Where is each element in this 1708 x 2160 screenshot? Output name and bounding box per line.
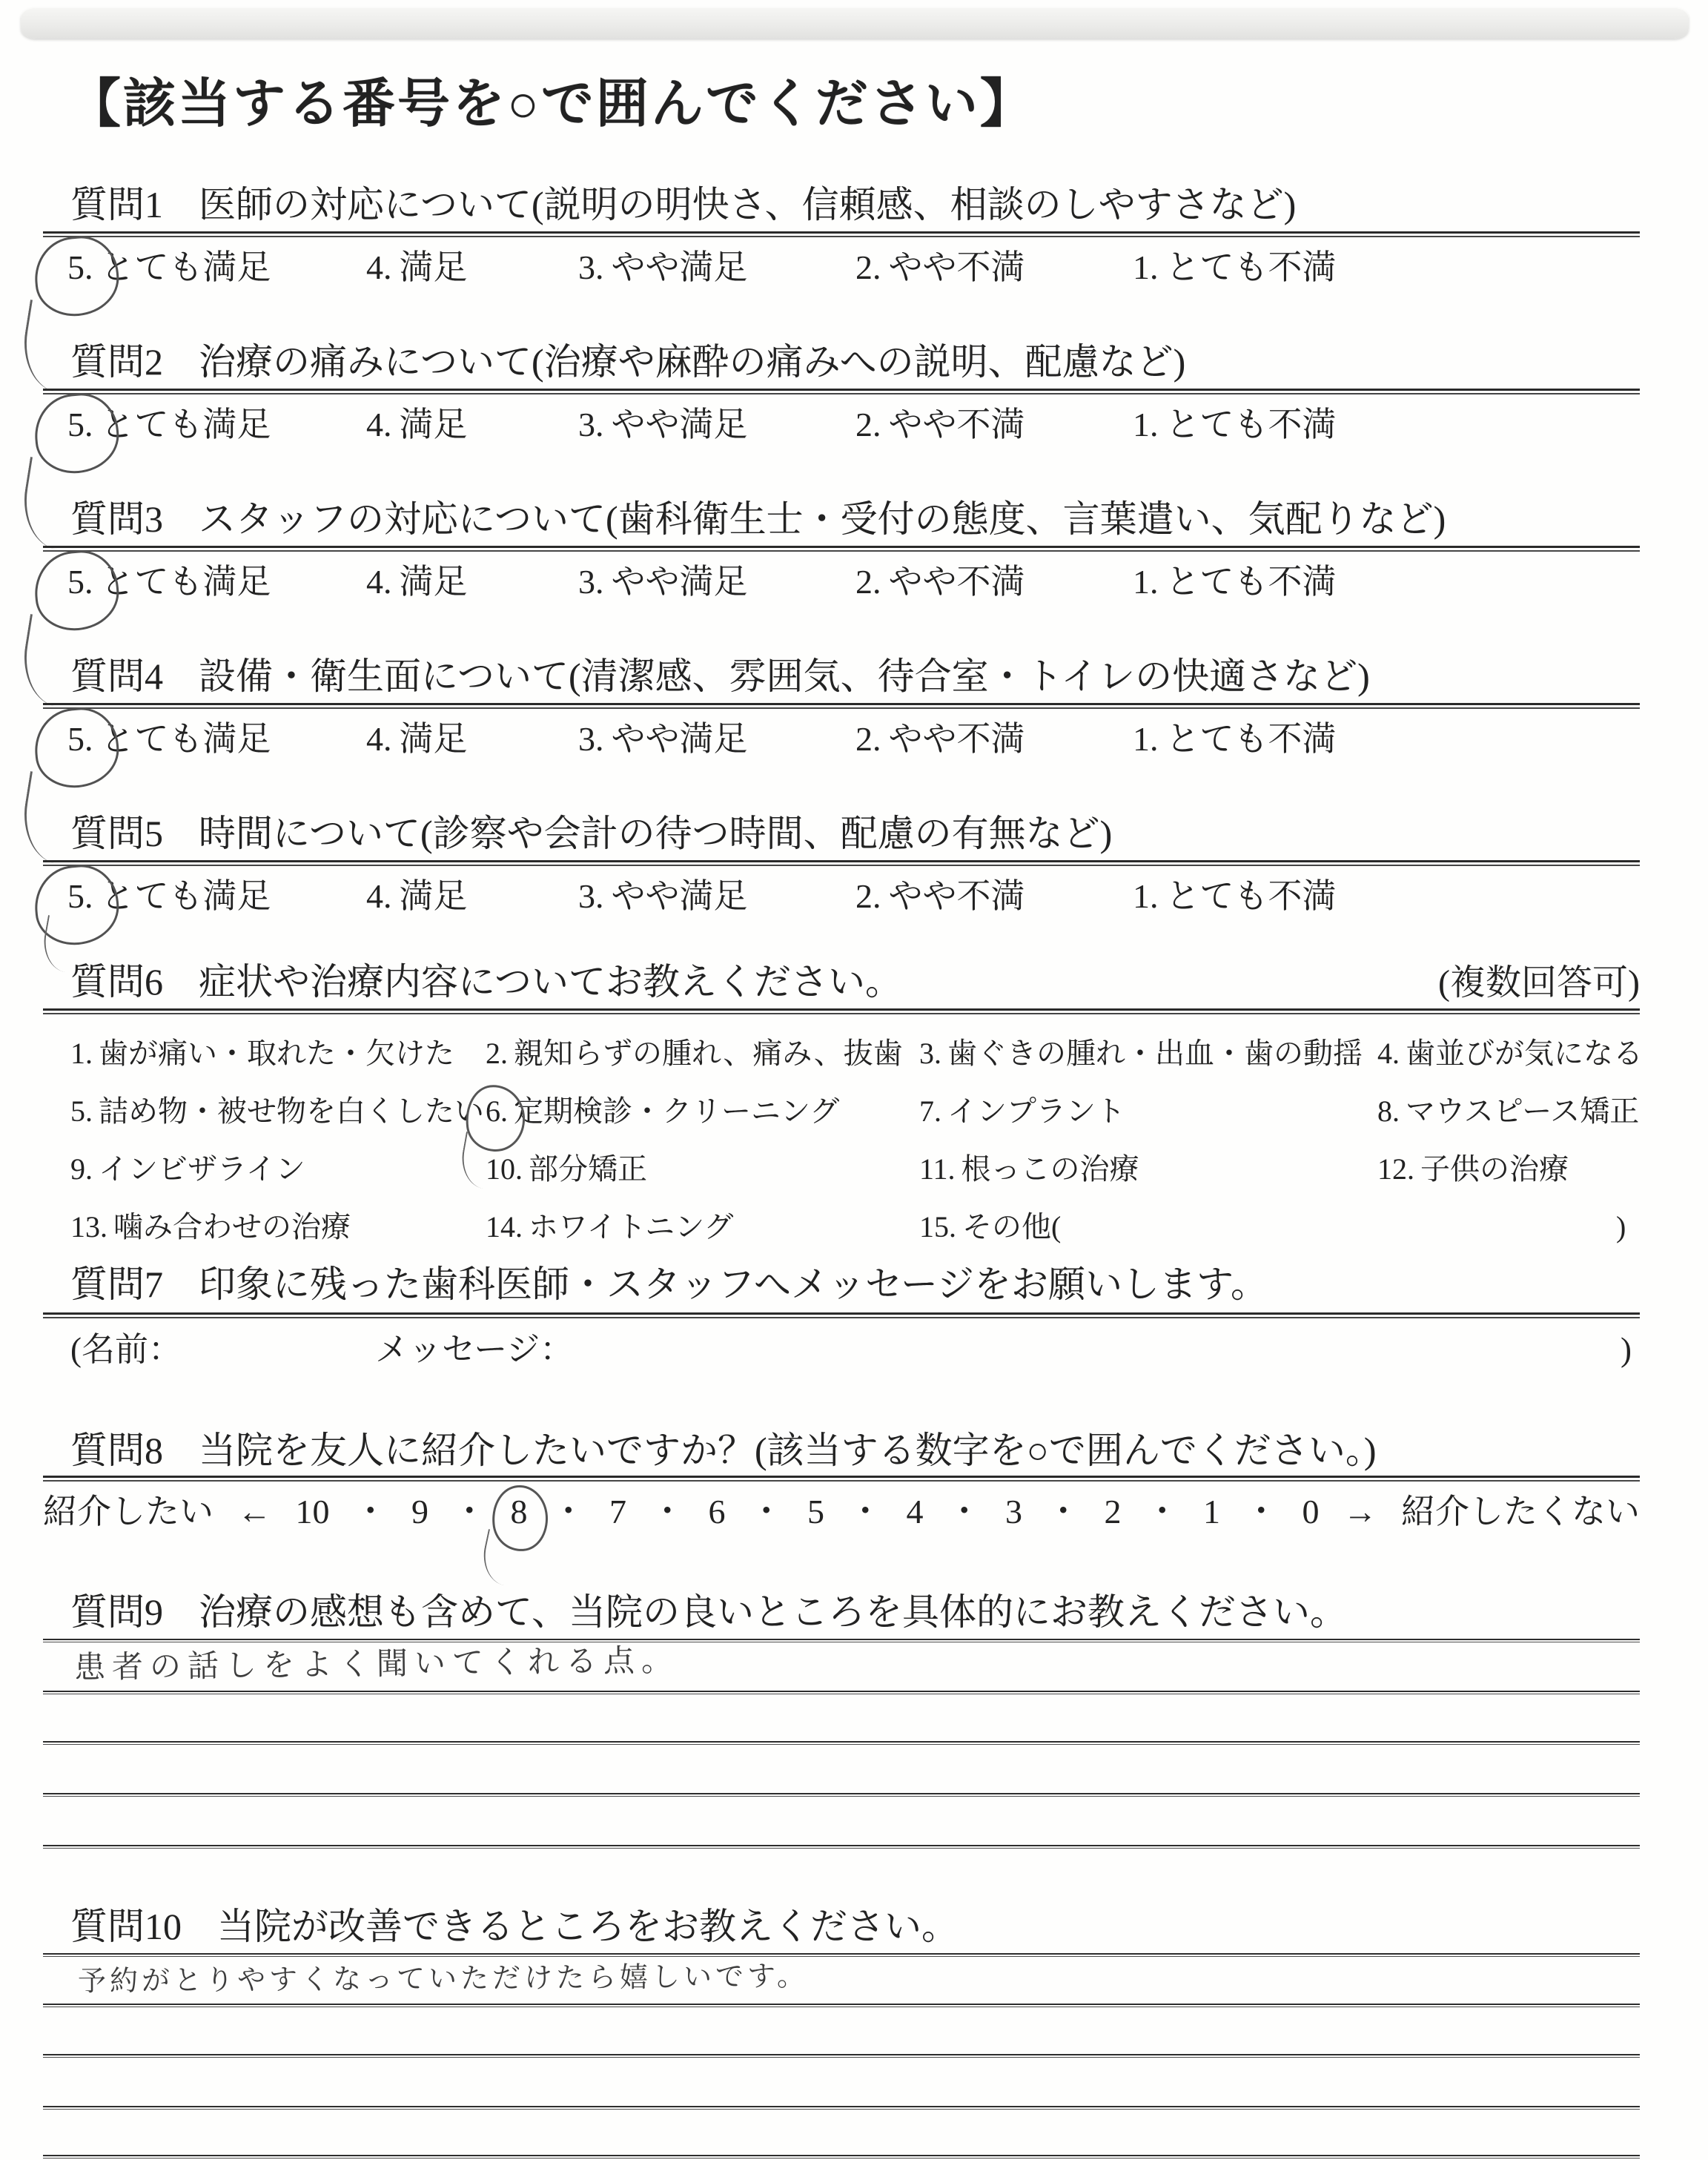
question-4-text: 設備・衛生面について(清潔感、雰囲気、待合室・トイレの快適さなど): [199, 655, 1370, 697]
q10-answer-line-1: [43, 1953, 1640, 1957]
q9-answer-line-3: [43, 1741, 1640, 1745]
option-5: 5. とても満足: [67, 406, 271, 443]
option-4: 4. 満足: [366, 877, 468, 915]
question-7-answer-row: [70, 1332, 1642, 1369]
option-1: 1. とても不満: [1133, 563, 1337, 601]
question-10-heading: [70, 1906, 959, 1949]
left-arrow-icon: ←: [237, 1493, 272, 1530]
handwritten-circle-q8-answer-8: 8: [510, 1493, 528, 1530]
question-2-text: 治療の痛みについて(治療や麻酔の痛みへの説明、配慮など): [199, 341, 1186, 383]
q9-answer-line-1: [43, 1639, 1640, 1642]
option-5: 5. とても満足: [67, 248, 271, 286]
option-2: 2. やや不満: [855, 248, 1025, 286]
dot-separator: ・: [1046, 1493, 1081, 1530]
dot-separator: ・: [749, 1493, 784, 1530]
question-3-rule: [43, 546, 1640, 552]
question-5-text: 時間について(診察や会計の待つ時間、配慮の有無など): [199, 813, 1113, 854]
handwritten-circle-q5-answer-5: 5.: [67, 877, 93, 915]
scale-10: 10: [295, 1493, 330, 1530]
symptom-item-11: 11. 根っこの治療: [919, 1152, 1139, 1186]
symptom-item-4: 4. 歯並びが気になる: [1377, 1037, 1643, 1070]
dot-separator: ・: [650, 1493, 685, 1530]
question-3-options: [0, 564, 1708, 608]
question-6-heading: [70, 961, 902, 1004]
question-6-text: 症状や治療内容についてお教えください。: [199, 961, 902, 1003]
option-4: 4. 満足: [366, 248, 468, 286]
dot-separator: ・: [947, 1493, 982, 1530]
scale-3: 3: [1005, 1493, 1022, 1530]
question-7-heading: [70, 1264, 1268, 1307]
question-9-text: 治療の感想も含めて、当院の良いところを具体的にお教えください。: [199, 1591, 1347, 1633]
question-5-rule: [43, 860, 1640, 866]
option-3: 3. やや満足: [578, 406, 748, 443]
option-1: 1. とても不満: [1133, 406, 1337, 443]
question-1-rule: [43, 231, 1640, 237]
question-7-number: 質問7: [70, 1264, 163, 1305]
question-1-number: 質問1: [70, 184, 163, 225]
scale-5: 5: [807, 1493, 824, 1530]
q10-answer-line-4: [43, 2106, 1640, 2110]
dot-separator: ・: [353, 1493, 388, 1530]
question-2-number: 質問2: [70, 341, 163, 383]
question-7-rule: [43, 1312, 1640, 1318]
name-field-label: (名前：: [70, 1331, 182, 1368]
question-4-number: 質問4: [70, 655, 163, 697]
symptom-item-3: 3. 歯ぐきの腫れ・出血・歯の動揺: [919, 1037, 1363, 1070]
scale-left-label: 紹介したい: [43, 1493, 214, 1530]
question-2-options: [0, 406, 1708, 451]
dot-separator: ・: [848, 1493, 883, 1530]
handwritten-circle-q1-answer-5: 5.: [67, 248, 93, 286]
dot-separator: ・: [452, 1493, 487, 1530]
question-6-rule: [43, 1008, 1640, 1014]
q10-answer-line-5: [43, 2155, 1640, 2159]
scale-6: 6: [708, 1493, 726, 1530]
scale-4: 4: [906, 1493, 924, 1530]
option-1: 1. とても不満: [1133, 720, 1337, 758]
symptom-item-1: 1. 歯が痛い・取れた・欠けた: [70, 1037, 454, 1070]
option-5: 5. とても満足: [67, 877, 271, 915]
option-4: 4. 満足: [366, 406, 468, 443]
scale-1: 1: [1203, 1493, 1220, 1530]
question-6-items-row-4: [0, 1210, 1708, 1252]
symptom-item-10: 10. 部分矯正: [486, 1152, 647, 1186]
question-2-heading: [70, 341, 1185, 384]
symptom-item-13: 13. 噛み合わせの治療: [70, 1210, 351, 1244]
option-4: 4. 満足: [366, 563, 468, 601]
question-1-text: 医師の対応について(説明の明快さ、信頼感、相談のしやすさなど): [199, 184, 1297, 225]
scale-9: 9: [411, 1493, 428, 1530]
symptom-item-2: 2. 親知らずの腫れ、痛み、抜歯: [486, 1037, 903, 1070]
dot-separator: ・: [551, 1493, 586, 1530]
question-10-text: 当院が改善できるところをお教えください。: [217, 1906, 959, 1947]
symptom-item-15-other: 15. その他(: [919, 1210, 1062, 1244]
question-3-text: スタッフの対応について(歯科衛生士・受付の態度、言葉遣い、気配りなど): [199, 498, 1446, 540]
option-2: 2. やや不満: [855, 563, 1025, 601]
question-6-multi-answer-note: (複数回答可): [1438, 963, 1640, 1003]
scale-0: 0: [1302, 1493, 1320, 1530]
q10-answer-line-2: [43, 2004, 1640, 2007]
handwritten-circle-q4-answer-5: 5.: [67, 720, 93, 758]
scale-7: 7: [609, 1493, 626, 1530]
question-6-items-row-1: [0, 1037, 1708, 1078]
other-close-paren: ): [1616, 1210, 1626, 1244]
option-2: 2. やや不満: [855, 406, 1025, 443]
option-1: 1. とても不満: [1133, 248, 1337, 286]
option-2: 2. やや不満: [855, 720, 1025, 758]
question-1-options: [0, 249, 1708, 294]
scale-right-label: 紹介したくない: [1401, 1493, 1640, 1530]
q9-answer-line-5: [43, 1845, 1640, 1849]
handwritten-circle-q6-answer-6: 6.: [486, 1094, 508, 1128]
question-3-heading: [70, 498, 1446, 541]
q9-answer-line-2: [43, 1691, 1640, 1694]
option-3: 3. やや満足: [578, 563, 748, 601]
question-4-rule: [43, 703, 1640, 709]
question-6-items-row-2: [0, 1094, 1708, 1136]
question-8-text: 当院を友人に紹介したいですか？(該当する数字を○で囲んでください。): [199, 1430, 1377, 1471]
option-4: 4. 満足: [366, 720, 468, 758]
question-4-options: [0, 721, 1708, 765]
question-3-number: 質問3: [70, 498, 163, 540]
dot-separator: ・: [1145, 1493, 1179, 1530]
symptom-item-7: 7. インプラント: [919, 1094, 1125, 1128]
option-5: 5. とても満足: [67, 720, 271, 758]
q10-answer-line-3: [43, 2054, 1640, 2058]
question-5-options: [0, 878, 1708, 922]
option-3: 3. やや満足: [578, 877, 748, 915]
q7-close-paren: ): [1621, 1331, 1632, 1368]
handwritten-circle-q3-answer-5: 5.: [67, 563, 93, 601]
symptom-item-5: 5. 詰め物・被せ物を白くしたい: [70, 1094, 484, 1128]
question-7-text: 印象に残った歯科医師・スタッフへメッセージをお願いします。: [199, 1264, 1268, 1305]
question-5-number: 質問5: [70, 813, 163, 854]
message-field-label: メッセージ：: [375, 1331, 574, 1368]
question-5-heading: [70, 813, 1112, 856]
question-9-number: 質問9: [70, 1591, 163, 1633]
q9-answer-line-4: [43, 1793, 1640, 1797]
scan-artifact-bar: [21, 7, 1689, 39]
nps-scale-row: [43, 1493, 1640, 1545]
question-9-heading: [70, 1591, 1347, 1634]
option-3: 3. やや満足: [578, 248, 748, 286]
dot-separator: ・: [1244, 1493, 1279, 1530]
option-3: 3. やや満足: [578, 720, 748, 758]
symptom-item-8: 8. マウスピース矯正: [1377, 1094, 1640, 1128]
question-6-items-row-3: [0, 1152, 1708, 1194]
option-1: 1. とても不満: [1133, 877, 1337, 915]
question-8-rule: [43, 1476, 1640, 1482]
q9-handwritten-answer: 患者の話しをよく聞いてくれる点。: [73, 1644, 680, 1685]
option-2: 2. やや不満: [855, 877, 1025, 915]
question-8-heading: [70, 1430, 1377, 1473]
option-5: 5. とても満足: [67, 563, 271, 601]
symptom-item-12: 12. 子供の治療: [1377, 1152, 1569, 1186]
q10-handwritten-answer: 予約がとりやすくなっていただけたら嬉しいです。: [77, 1961, 810, 1998]
question-1-heading: [70, 184, 1296, 227]
form-title: 【該当する番号を○で囲んでください】: [68, 76, 1035, 133]
scale-2: 2: [1104, 1493, 1122, 1530]
question-4-heading: [70, 655, 1370, 698]
symptom-item-9: 9. インビザライン: [70, 1152, 305, 1186]
symptom-item-14: 14. ホワイトニング: [486, 1210, 734, 1244]
question-10-number: 質問10: [70, 1906, 182, 1947]
question-6-number: 質問6: [70, 961, 163, 1003]
handwritten-circle-q2-answer-5: 5.: [67, 406, 93, 443]
question-8-number: 質問8: [70, 1430, 163, 1471]
right-arrow-icon: →: [1343, 1493, 1377, 1530]
symptom-item-6: 6. 定期検診・クリーニング: [486, 1094, 840, 1128]
question-2-rule: [43, 389, 1640, 394]
